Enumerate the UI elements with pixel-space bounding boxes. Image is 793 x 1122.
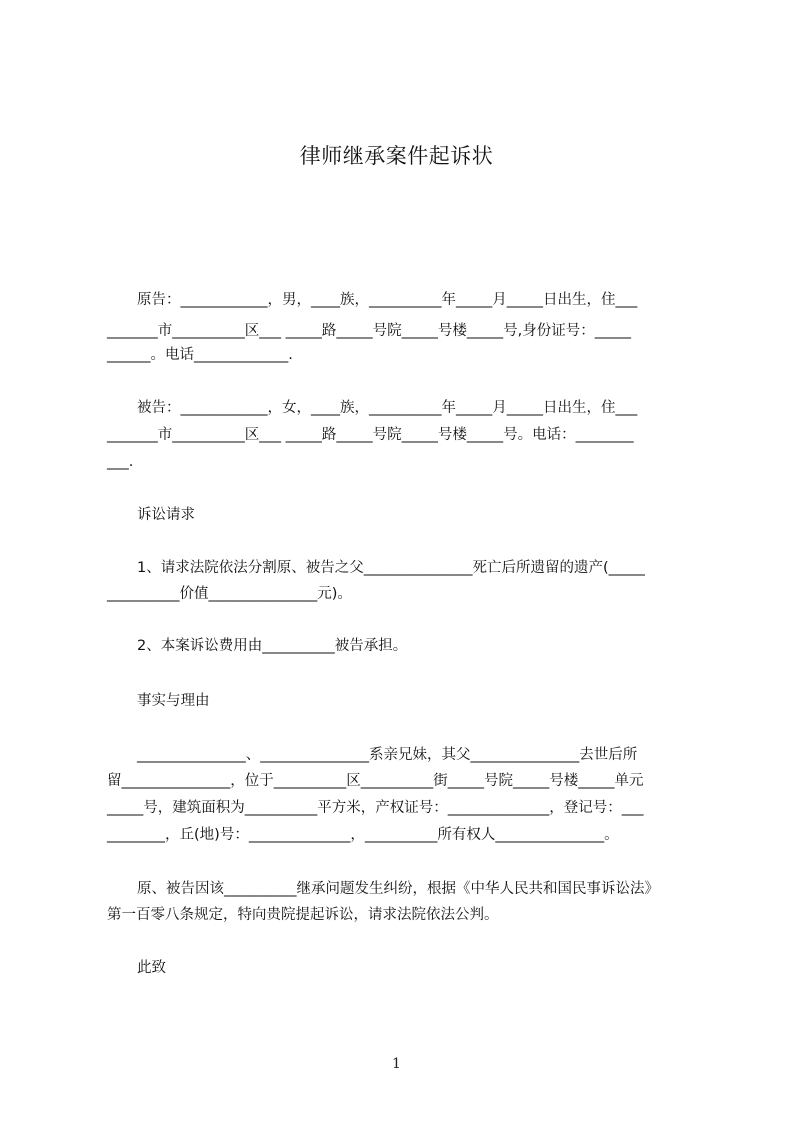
defendant-line-1: 被告：____________，女，____族，__________年_____月_____日出生，住___: [137, 400, 638, 416]
claim-2: 2、本案诉讼费用由__________被告承担。: [137, 638, 408, 654]
closing-salutation: 此致: [137, 960, 166, 976]
claim-1-line-2: __________价值_______________元)。: [107, 586, 352, 602]
plaintiff-line-1: 原告：____________，男，____族，__________年_____月_____日出生，住___: [137, 292, 638, 308]
plaintiff-line-2: _______市__________区___ _____路_____号院_____号楼_____号,身份证号：_____: [107, 323, 631, 339]
document-title: 律师继承案件起诉状: [299, 144, 494, 168]
facts-line-3: _____号，建筑面积为__________平方米，产权证号：______________，登记号：___: [107, 800, 644, 816]
facts-line-4: ________，丘(地)号：______________，__________所有权人_______________。: [107, 827, 619, 843]
claims-heading: 诉讼请求: [137, 507, 195, 523]
defendant-line-3: ___.: [107, 454, 134, 470]
claim-1-line-1: 1、请求法院依法分割原、被告之父_______________死亡后所遗留的遗产(_____: [137, 560, 645, 576]
facts-line-2: 留_______________，位于__________区__________街_____号院_____号楼_____单元: [107, 773, 644, 789]
facts-heading: 事实与理由: [137, 693, 210, 709]
facts-line-1: _______________、_______________系亲兄妹，其父_______________去世后所: [137, 747, 638, 763]
page-number: 1: [392, 1056, 401, 1072]
dispute-line-2: 第一百零八条规定，特向贵院提起诉讼，请求法院依法公判。: [107, 907, 499, 923]
dispute-line-1: 原、被告因该__________继承问题发生纠纷，根据《中华人民共和国民事诉讼法》: [137, 881, 659, 897]
plaintiff-line-3: ______。电话_____________.: [107, 347, 293, 363]
defendant-line-2: _______市__________区___ _____路_____号院_____号楼_____号。电话：________: [107, 427, 634, 443]
